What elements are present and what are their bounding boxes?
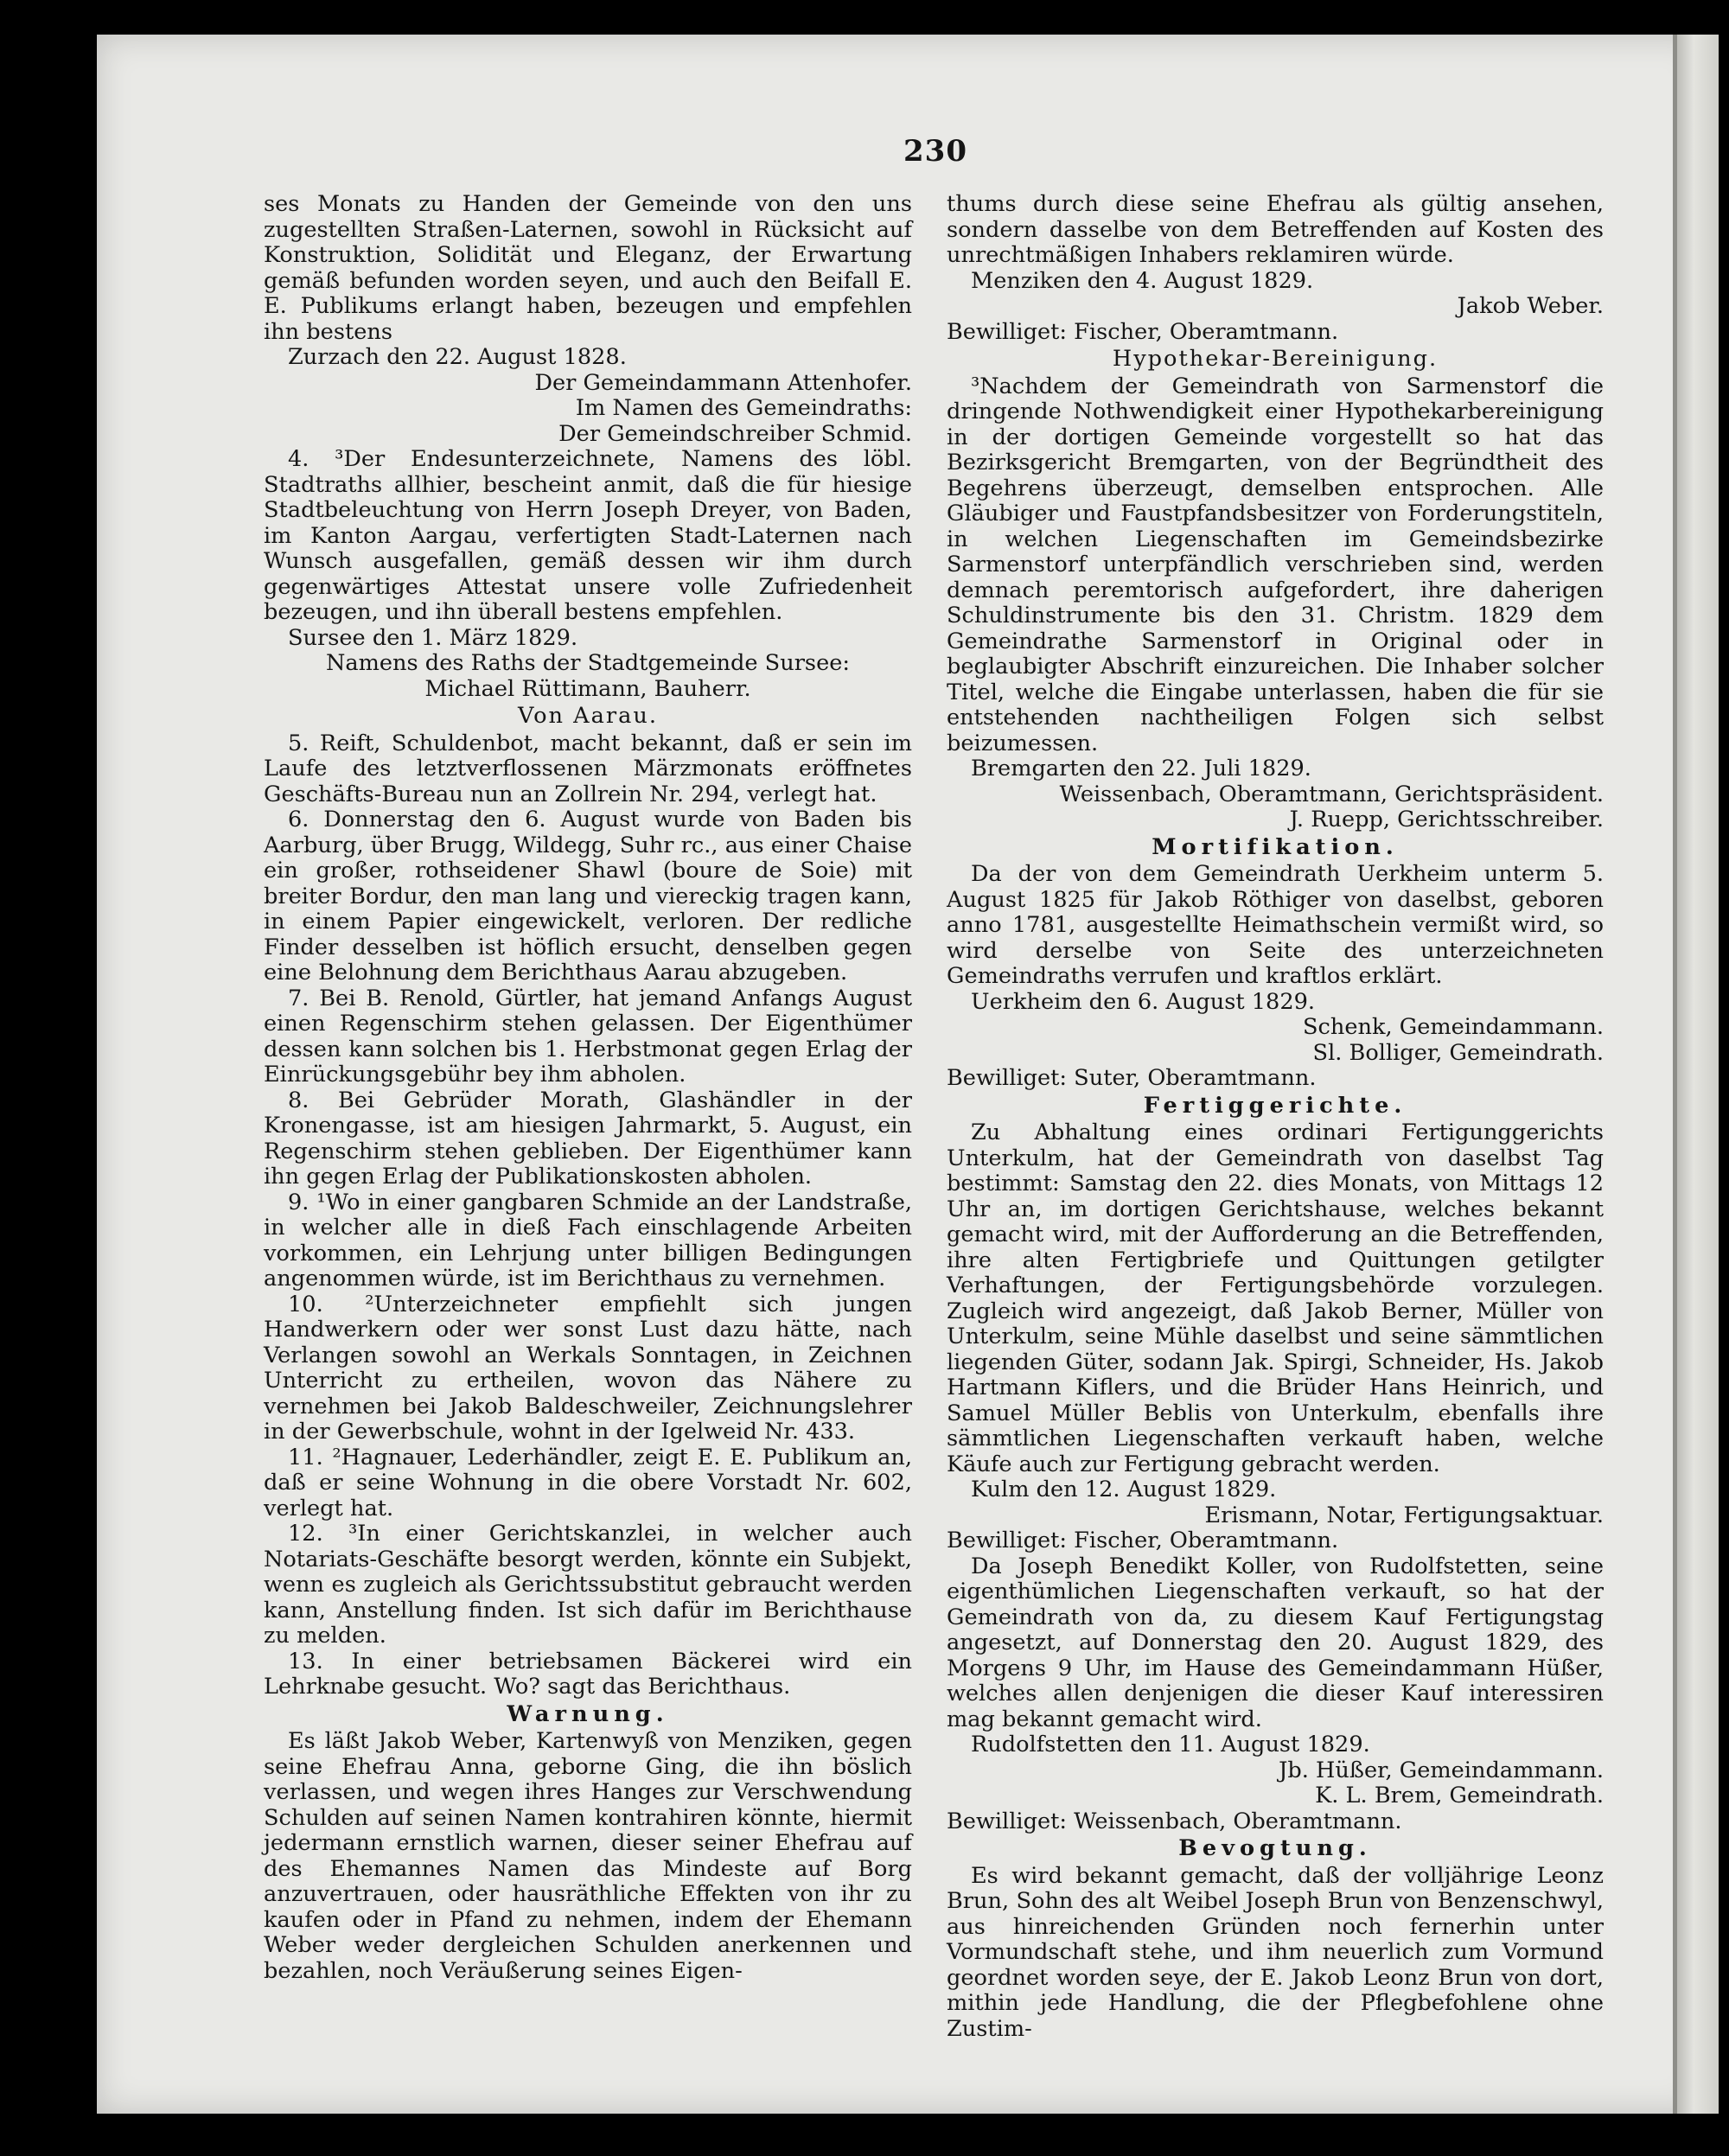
right-column-paragraph: Sl. Bolliger, Gemeindrath.: [1312, 1039, 1604, 1066]
left-column-paragraph: Sursee den 1. März 1829.: [288, 624, 578, 651]
right-column-paragraph: Weissenbach, Oberamtmann, Gerichtspräsident.: [1059, 781, 1604, 807]
page-number: 230: [903, 134, 967, 169]
left-column-paragraph: ses Monats zu Handen der Gemeinde von den uns zugestellten Straßen-Laternen, sowohl in Rücksicht auf Konstruktion, Solidität und Eleganz, der Erwartung gemäß befunden worden seyen, und auch den Beifall E. E. Publikums erlangt haben, bezeugen und empfehlen ihn bestens: [264, 191, 912, 345]
left-column-paragraph: 13. In einer betriebsamen Bäckerei wird ein Lehrknabe gesucht. Wo? sagt das Berichthaus.: [264, 1648, 912, 1700]
left-column-paragraph: Es läßt Jakob Weber, Kartenwyß von Menziken, gegen seine Ehefrau Anna, geborne Ging, die ihn böslich verlassen, und wegen ihres Hanges zur Verschwendung Schulden auf seinen Namen kontrahiren könnte, hiermit jedermann ernstlich warnen, dieser seiner Ehefrau auf des Ehemannes Namen das Mindeste auf Borg anzuvertrauen, oder hausräthliche Effekten von ihr zu kaufen oder in Pfand zu nehmen, indem der Ehemann Weber weder dergleichen Schulden anerkennen und bezahlen, noch Veräußerung seines Eigen-: [264, 1728, 912, 1984]
left-column-paragraph: Michael Rüttimann, Bauherr.: [424, 675, 751, 702]
right-column-paragraph: Bewilliget: Fischer, Oberamtmann.: [947, 318, 1339, 345]
right-column-paragraph: Jb. Hüßer, Gemeindammann.: [1279, 1757, 1604, 1783]
left-column-paragraph: 4. ³Der Endesunterzeichnete, Namens des löbl. Stadtraths allhier, bescheint anmit, daß die für hiesige Stadtbeleuchtung von Herrn Joseph Dreyer, von Baden, im Kanton Aargau, verfertigten Stadt-Laternen nach Wunsch ausgefallen, gemäß dessen wir ihm durch gegenwärtiges Attestat unsere volle Zufriedenheit bezeugen, und ihn überall bestens empfehlen.: [264, 446, 912, 625]
left-column-paragraph: Von Aarau.: [517, 703, 658, 729]
right-column-paragraph: Erismann, Notar, Fertigungsaktuar.: [1204, 1502, 1604, 1528]
right-column-paragraph: Hypothekar-Bereinigung.: [1112, 346, 1439, 372]
right-column-paragraph: Kulm den 12. August 1829.: [971, 1477, 1277, 1502]
right-column-paragraph: Mortifikation.: [1152, 833, 1399, 860]
right-column-paragraph: Bewilliget: Weissenbach, Oberamtmann.: [947, 1808, 1402, 1834]
right-column-paragraph: Es wird bekannt gemacht, daß der volljährige Leonz Brun, Sohn des alt Weibel Joseph Brun von Benzenschwyl, aus hinreichenden Gründen noch fernerhin unter Vormundschaft stehe, und ihm neuerlich zum Vormund geordnet worden seye, der E. Jakob Leonz Brun von dort, mithin jede Handlung, die der Pflegbefohlene ohne Zustim-: [947, 1862, 1604, 2042]
left-column-paragraph: 6. Donnerstag den 6. August wurde von Baden bis Aarburg, über Brugg, Wildegg, Suhr rc., aus einer Chaise ein großer, rothseidener Shawl (boure de Soie) mit breiter Bordur, den man lang und viereckig tragen kann, in einem Papier eingewickelt, verloren. Der redliche Finder desselben ist höflich ersucht, denselben gegen eine Belohnung dem Berichthaus Aarau abzugeben.: [264, 807, 912, 986]
right-column-paragraph: Da Joseph Benedikt Koller, von Rudolfstetten, seine eigenthümlichen Liegenschaften verkauft, so hat der Gemeindrath von da, zu diesem Kauf Fertigungstag angesetzt, auf Donnerstag den 20. August 1829, des Morgens 9 Uhr, im Hause des Gemeindammann Hüßer, welches allen denjenigen die dieser Kauf interessiren mag bekannt gemacht wird.: [947, 1553, 1604, 1732]
right-column-paragraph: ³Nachdem der Gemeindrath von Sarmenstorf die dringende Nothwendigkeit einer Hypothekarbereinigung in der dortigen Gemeinde vorgestellt so hat das Bezirksgericht Bremgarten, von der Begründtheit des Begehrens überzeugt, demselben entsprochen. Alle Gläubiger und Faustpfandsbesitzer von Forderungstiteln, in welchen Liegenschaften im Gemeindsbezirke Sarmenstorf unterpfändlich verschrieben sind, werden demnach peremtorisch aufgefordert, ihre daherigen Schuldinstrumente bis den 31. Christm. 1829 dem Gemeindrathe Sarmenstorf in Original oder in beglaubigter Abschrift einzureichen. Die Inhaber solcher Titel, welche die Eingabe unterlassen, haben die für sie entstehenden nachtheiligen Folgen sich selbst beizumessen.: [947, 373, 1604, 756]
right-column: [947, 192, 1604, 2042]
left-column-paragraph: Namens des Raths der Stadtgemeinde Sursee:: [325, 650, 850, 676]
left-column-paragraph: Im Namen des Gemeindraths:: [575, 395, 912, 421]
left-column-paragraph: 12. ³In einer Gerichtskanzlei, in welcher auch Notariats-Geschäfte besorgt werden, könnte ein Subjekt, wenn es zugleich als Gerichtssubstitut gebraucht werden kann, Anstellung finden. Ist sich dafür im Berichthause zu melden.: [264, 1521, 912, 1649]
right-column-paragraph: Bremgarten den 22. Juli 1829.: [971, 756, 1311, 781]
right-column-paragraph: Jakob Weber.: [1457, 293, 1604, 319]
left-column-paragraph: 11. ²Hagnauer, Lederhändler, zeigt E. E. Publikum an, daß er seine Wohnung in die obere Vorstadt Nr. 602, verlegt hat.: [264, 1444, 912, 1521]
left-column-paragraph: 10. ²Unterzeichneter empfiehlt sich jungen Handwerkern oder wer sonst Lust dazu hätte, nach Verlangen sowohl an Werkals Sonntagen, in Zeichnen Unterricht zu ertheilen, wovon das Nähere zu vernehmen bei Jakob Baldeschweiler, Zeichnungslehrer in der Gewerbschule, wohnt in der Igelweid Nr. 433.: [264, 1291, 912, 1445]
left-column-paragraph: Zurzach den 22. August 1828.: [288, 344, 627, 370]
right-column-paragraph: Menziken den 4. August 1829.: [971, 267, 1314, 294]
right-column-paragraph: Schenk, Gemeindammann.: [1303, 1014, 1604, 1040]
left-column-paragraph: Der Gemeindammann Attenhofer.: [534, 369, 912, 396]
right-column-paragraph: Uerkheim den 6. August 1829.: [971, 988, 1316, 1015]
left-column-paragraph: 7. Bei B. Renold, Gürtler, hat jemand Anfangs August einen Regenschirm stehen gelassen. Der Eigenthümer dessen kann solchen bis 1. Herbstmonat gegen Erlag der Einrückungsgebühr bey ihm abholen.: [264, 985, 912, 1088]
right-column-paragraph: K. L. Brem, Gemeindrath.: [1315, 1783, 1604, 1808]
right-column-paragraph: Bewilliget: Suter, Oberamtmann.: [947, 1065, 1317, 1091]
left-column-paragraph: Warnung.: [507, 1700, 669, 1727]
left-column-paragraph: Der Gemeindschreiber Schmid.: [558, 420, 912, 447]
right-column-paragraph: Rudolfstetten den 11. August 1829.: [971, 1732, 1370, 1757]
right-column-paragraph: thums durch diese seine Ehefrau als gültig ansehen, sondern dasselbe von dem Betreffenden auf Kosten des unrechtmäßigen Inhabers reklamiren würde.: [947, 191, 1604, 268]
left-column-paragraph: 8. Bei Gebrüder Morath, Glashändler in der Kronengasse, ist am hiesigen Jahrmarkt, 5. August, ein Regenschirm stehen geblieben. Der Eigenthümer kann ihn gegen Erlag der Publikationskosten abholen.: [264, 1087, 912, 1190]
right-column-paragraph: Fertiggerichte.: [1143, 1092, 1407, 1119]
right-column-paragraph: Bewilliget: Fischer, Oberamtmann.: [947, 1528, 1339, 1553]
left-column-paragraph: 9. ¹Wo in einer gangbaren Schmide an der Landstraße, in welcher alle in dieß Fach einschlagende Arbeiten vorkommen, ein Lehrjung unter billigen Bedingungen angenommen würde, ist im Berichthaus zu vernehmen.: [264, 1189, 912, 1292]
right-column-paragraph: J. Ruepp, Gerichtsschreiber.: [1289, 807, 1604, 832]
left-column: [264, 192, 912, 1984]
right-column-paragraph: Bevogtung.: [1178, 1835, 1372, 1861]
adjacent-page-edge: [1677, 35, 1719, 2114]
right-column-paragraph: Da der von dem Gemeindrath Uerkheim unterm 5. August 1825 für Jakob Röthiger von daselbst, geboren anno 1781, ausgestellte Heimathschein vermißt wird, so wird derselbe von Seite des unterzeichneten Gemeindraths verrufen und kraftlos erklärt.: [947, 861, 1604, 989]
scan-border: [1722, 0, 1729, 2156]
right-column-paragraph: Zu Abhaltung eines ordinari Fertigunggerichts Unterkulm, hat der Gemeindrath von daselbst Tag bestimmt: Samstag den 22. dies Monats, von Mittags 12 Uhr an, im dortigen Gerichtshause, welches bekannt gemacht wird, mit der Aufforderung an die Betreffenden, ihre alten Fertigbriefe und Quittungen getilgter Verhaftungen, der Fertigungsbehörde vorzulegen. Zugleich wird angezeigt, daß Jakob Berner, Müller von Unterkulm, seine Mühle daselbst und seine sämmtlichen liegenden Güter, sodann Jak. Spirgi, Schneider, Hs. Jakob Hartmann Kiflers, und die Brüder Hans Heinrich, und Samuel Müller Beblis von Unterkulm, ebenfalls ihre sämmtlichen Liegenschaften verkauft haben, welche Käufe auch zur Fertigung gebracht werden.: [947, 1119, 1604, 1477]
left-column-paragraph: 5. Reift, Schuldenbot, macht bekannt, daß er sein im Laufe des letztverflossenen Märzmonats eröffnetes Geschäfts-Bureau nun an Zollrein Nr. 294, verlegt hat.: [264, 730, 912, 807]
